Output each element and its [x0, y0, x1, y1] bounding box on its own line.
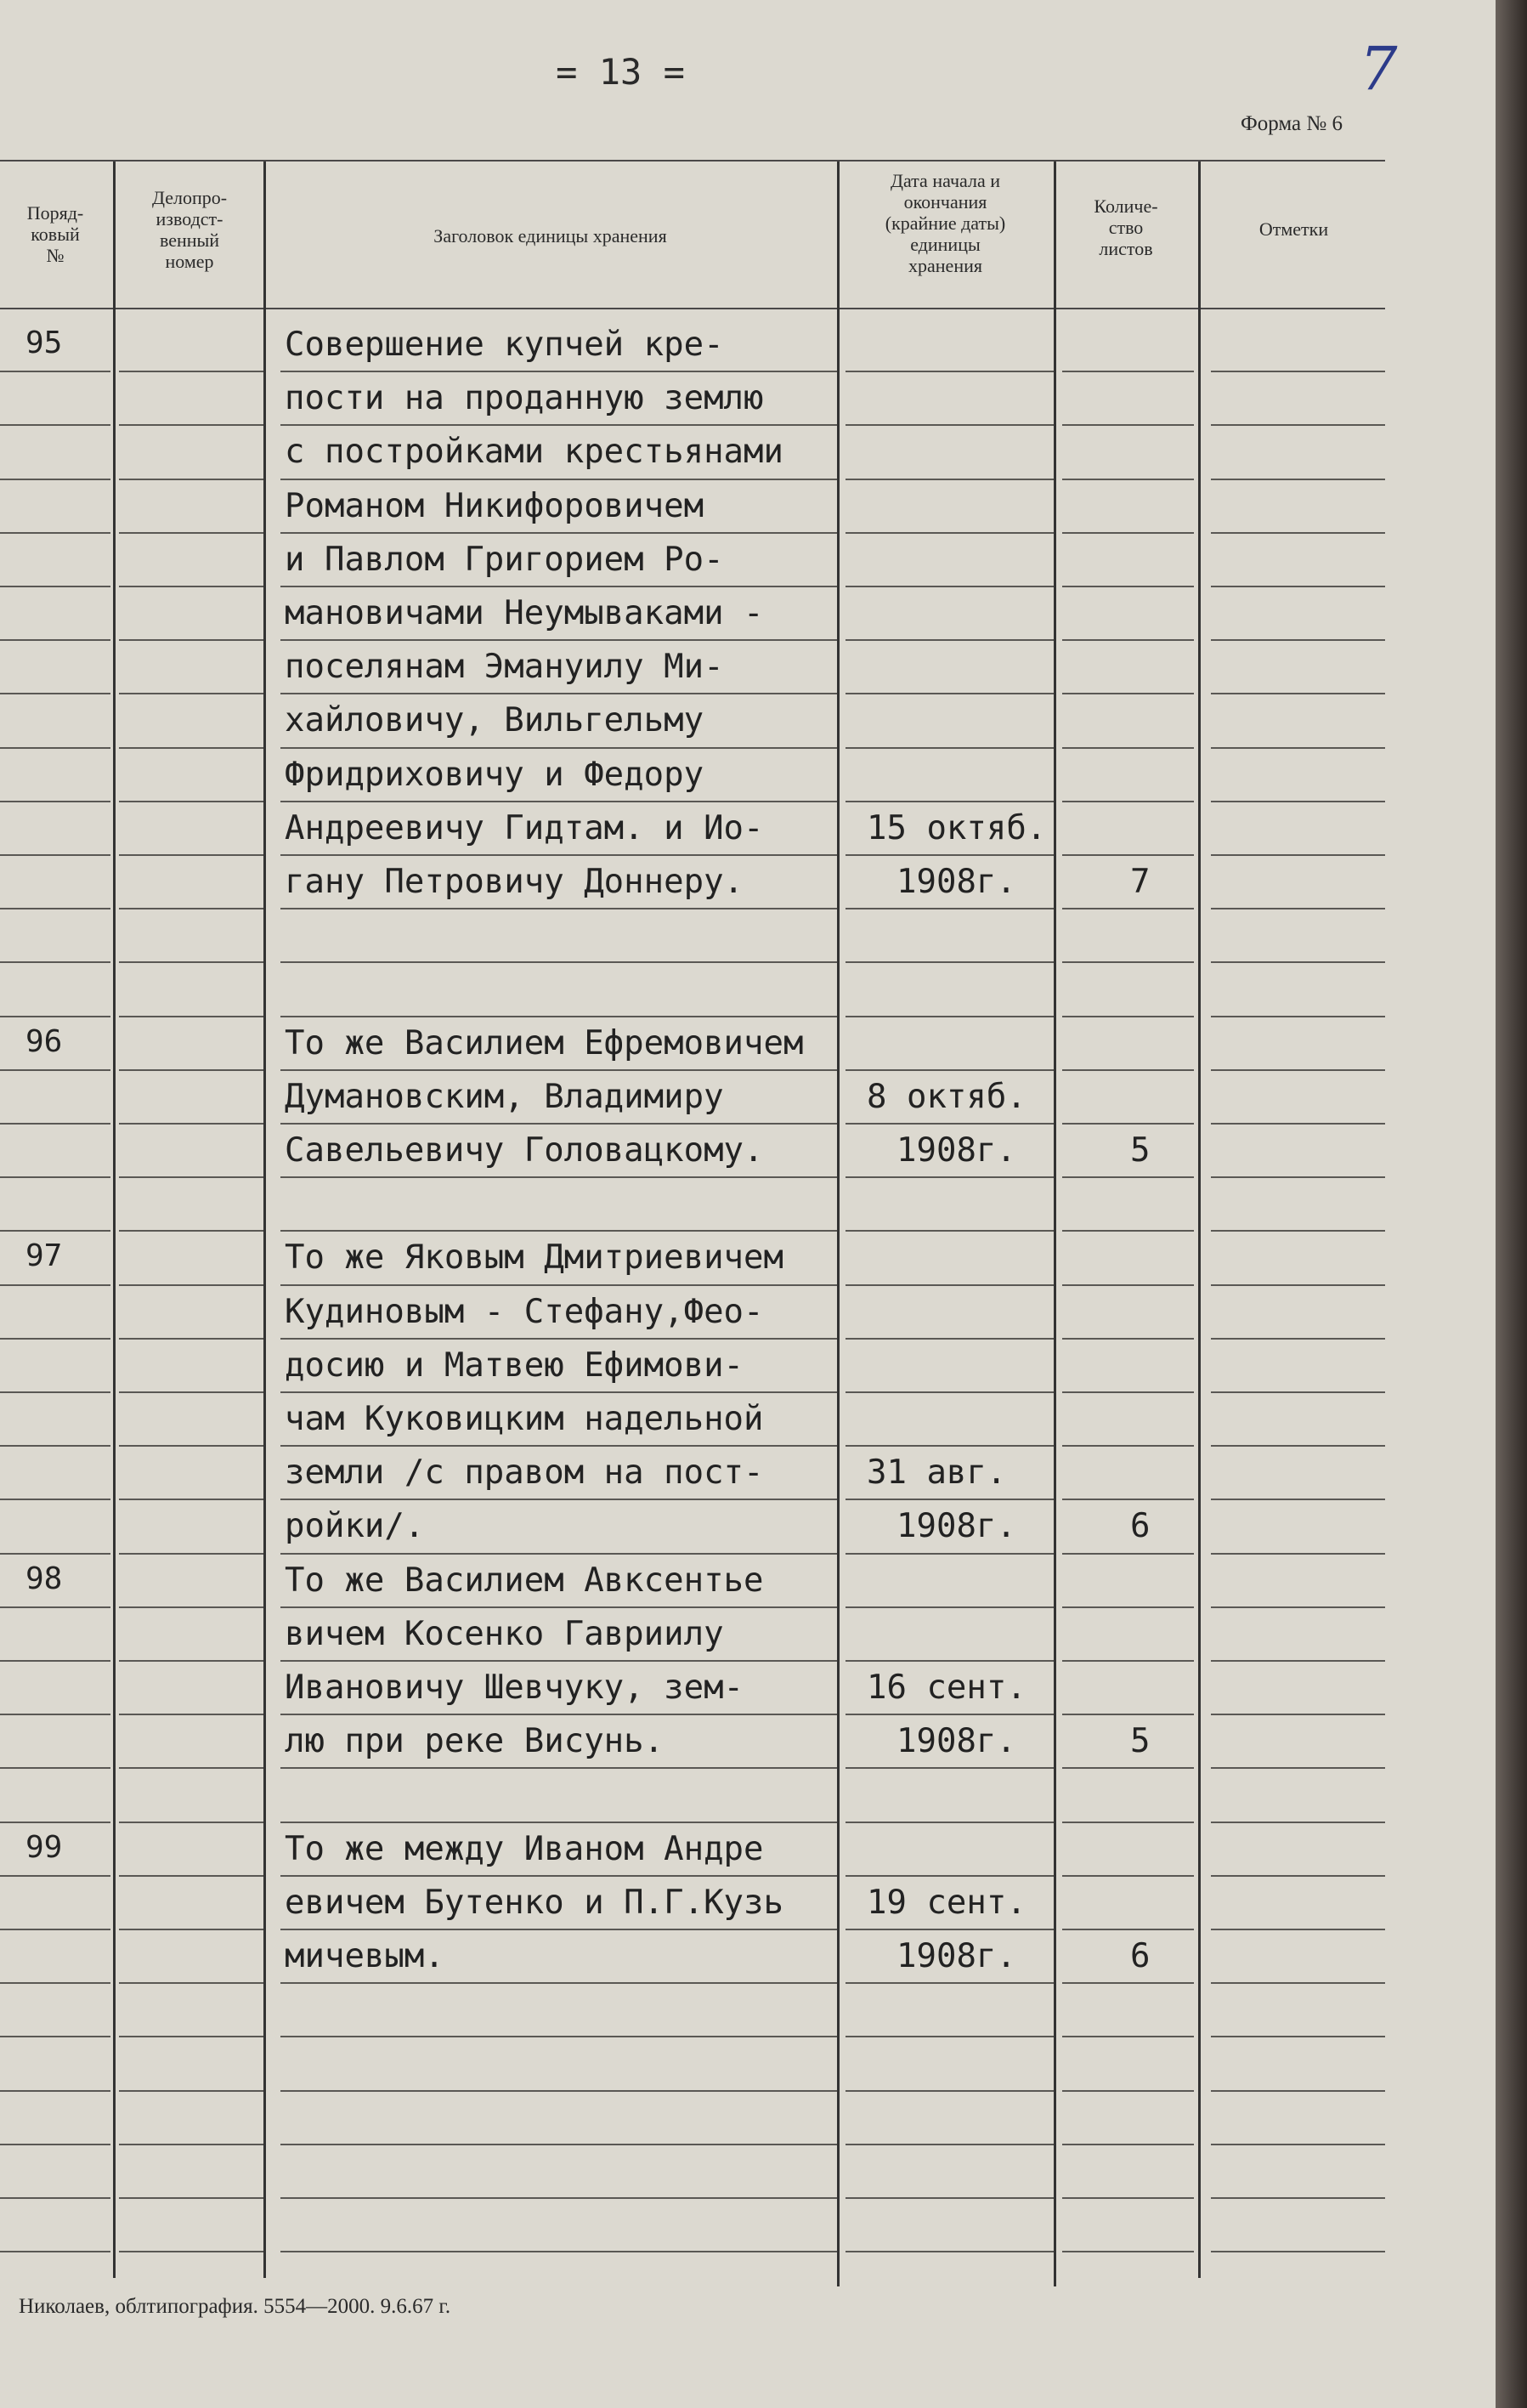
- form-label: Форма № 6: [1241, 112, 1343, 135]
- record-date-year: 1908г.: [896, 1131, 1016, 1170]
- ruled-line: [0, 2036, 110, 2037]
- record-title-line: гану Петровичу Доннеру.: [285, 863, 744, 901]
- record-title-line: мичевым.: [285, 1937, 444, 1975]
- ruled-line: [119, 586, 263, 587]
- record-title-line: Савельевичу Головацкому.: [285, 1131, 764, 1170]
- ruled-line: [0, 1391, 110, 1393]
- ruled-line: [1211, 2197, 1385, 2199]
- ruled-line: [119, 1875, 263, 1877]
- record-date-day: 31 авг.: [867, 1453, 1007, 1493]
- ruled-line: [119, 532, 263, 534]
- record-title-line: вичем Косенко Гавриилу: [285, 1614, 724, 1653]
- ruled-line: [1062, 371, 1194, 372]
- ruled-line: [1211, 1016, 1385, 1017]
- ruled-line: [1062, 1338, 1194, 1340]
- ruled-line: [846, 586, 1054, 587]
- ruled-line: [280, 1284, 837, 1286]
- ruled-line: [1211, 1660, 1385, 1662]
- ruled-line: [846, 532, 1054, 534]
- ruled-line: [119, 2090, 263, 2092]
- ruled-line: [1062, 1123, 1194, 1125]
- ruled-line: [1062, 908, 1194, 909]
- ruled-line: [1062, 801, 1194, 802]
- ruled-line: [1211, 1123, 1385, 1125]
- header-office-number: Делопро- изводст- венный номер: [151, 187, 228, 272]
- ruled-line: [0, 2144, 110, 2145]
- ruled-line: [1211, 1606, 1385, 1608]
- record-number: 98: [25, 1561, 63, 1596]
- record-title-line: То же между Иваном Андре: [285, 1829, 764, 1868]
- record-sheet-count: 6: [1130, 1937, 1151, 1975]
- ruled-line: [1062, 961, 1194, 963]
- ruled-line: [119, 1069, 263, 1071]
- ruled-line: [280, 1822, 837, 1823]
- ruled-line: [0, 532, 110, 534]
- ruled-line: [1062, 424, 1194, 426]
- ruled-line: [280, 1929, 837, 1930]
- ruled-line: [1211, 1875, 1385, 1877]
- ruled-line: [1062, 2144, 1194, 2145]
- ruled-line: [1211, 1284, 1385, 1286]
- ruled-line: [280, 1499, 837, 1500]
- ruled-line: [119, 1714, 263, 1715]
- ruled-line: [1211, 1553, 1385, 1555]
- ruled-line: [1062, 1660, 1194, 1662]
- ruled-line: [280, 693, 837, 694]
- record-title-line: То же Василием Ефремовичем: [285, 1023, 804, 1062]
- ruled-line: [119, 1016, 263, 1017]
- ruled-line: [846, 424, 1054, 426]
- record-number: 97: [25, 1238, 63, 1274]
- ruled-line: [846, 747, 1054, 749]
- record-sheet-count: 6: [1130, 1507, 1151, 1546]
- ruled-line: [1062, 1875, 1194, 1877]
- record-title-line: чам Куковицким надельной: [285, 1400, 764, 1438]
- ruled-line: [0, 1714, 110, 1715]
- header-title: Заголовок единицы хранения: [433, 225, 667, 246]
- ruled-line: [119, 2144, 263, 2145]
- ruled-line: [280, 371, 837, 372]
- ruled-line: [0, 1069, 110, 1071]
- record-title-line: досию и Матвею Ефимови-: [285, 1346, 744, 1385]
- printer-imprint: Николаев, облтипография. 5554—2000. 9.6.67 г.: [19, 2295, 451, 2318]
- ruled-line: [0, 1499, 110, 1500]
- ruled-line: [280, 1606, 837, 1608]
- ruled-line: [0, 2251, 110, 2252]
- ruled-line: [119, 908, 263, 909]
- ruled-line: [1211, 639, 1385, 641]
- ruled-line: [0, 2197, 110, 2199]
- ruled-line: [280, 1123, 837, 1125]
- ruled-line: [1062, 1499, 1194, 1500]
- record-number: 95: [25, 326, 63, 360]
- ruled-line: [846, 2036, 1054, 2037]
- ruled-line: [1062, 693, 1194, 694]
- ruled-line: [0, 1338, 110, 1340]
- record-date-day: 8 октяб.: [867, 1077, 1026, 1116]
- ruled-line: [280, 801, 837, 802]
- ruled-line: [1211, 1391, 1385, 1393]
- ruled-line: [1211, 1176, 1385, 1178]
- ruled-line: [280, 1069, 837, 1071]
- ruled-line: [846, 2197, 1054, 2199]
- ruled-line: [1211, 1499, 1385, 1500]
- ruled-line: [1211, 1822, 1385, 1823]
- ruled-line: [1211, 1338, 1385, 1340]
- record-title-line: Кудиновым - Стефану,Фео-: [285, 1292, 764, 1331]
- ruled-line: [846, 1660, 1054, 1662]
- ruled-line: [119, 1176, 263, 1178]
- header-bottom-rule: [0, 308, 1385, 309]
- ruled-line: [1211, 1069, 1385, 1071]
- ruled-line: [1211, 1767, 1385, 1769]
- record-date-year: 1908г.: [896, 1507, 1016, 1546]
- ruled-line: [846, 1284, 1054, 1286]
- ruled-line: [1062, 1822, 1194, 1823]
- ruled-line: [280, 1875, 837, 1877]
- record-date-day: 16 сент.: [867, 1669, 1026, 1707]
- record-date-year: 1908г.: [896, 863, 1016, 901]
- ruled-line: [280, 1338, 837, 1340]
- ruled-line: [1062, 1230, 1194, 1232]
- ruled-line: [1062, 1284, 1194, 1286]
- record-title-line: Совершение купчей кре-: [285, 326, 724, 364]
- ruled-line: [0, 961, 110, 963]
- ruled-line: [1211, 961, 1385, 963]
- record-date-day: 15 октяб.: [867, 808, 1047, 847]
- ruled-line: [0, 854, 110, 856]
- ruled-line: [0, 801, 110, 802]
- ruled-line: [846, 1123, 1054, 1125]
- ruled-line: [1211, 747, 1385, 749]
- ruled-line: [0, 479, 110, 480]
- column-divider: [263, 161, 266, 2278]
- record-title-line: хайловичу, Вильгельму: [285, 701, 704, 740]
- ruled-line: [846, 1499, 1054, 1500]
- ruled-line: [1211, 1230, 1385, 1232]
- ruled-line: [280, 1176, 837, 1178]
- ruled-line: [0, 424, 110, 426]
- ruled-line: [846, 371, 1054, 372]
- record-number: 99: [25, 1829, 63, 1865]
- record-title-line: Думановским, Владимиру: [285, 1077, 724, 1116]
- ruled-line: [1211, 586, 1385, 587]
- record-title-line: с постройками крестьянами: [285, 433, 783, 472]
- ruled-line: [280, 586, 837, 587]
- ruled-line: [280, 1445, 837, 1447]
- ruled-line: [846, 479, 1054, 480]
- ruled-line: [119, 2251, 263, 2252]
- ruled-line: [280, 2090, 837, 2092]
- ruled-line: [119, 2036, 263, 2037]
- ruled-line: [0, 1929, 110, 1930]
- ruled-line: [846, 1767, 1054, 1769]
- ruled-line: [1211, 1982, 1385, 1984]
- ruled-line: [1062, 532, 1194, 534]
- ruled-line: [280, 1714, 837, 1715]
- ruled-line: [846, 1714, 1054, 1715]
- ruled-line: [1211, 854, 1385, 856]
- record-title-line: Романом Никифоровичем: [285, 486, 704, 525]
- header-order-number: Поряд- ковый №: [26, 202, 84, 266]
- ruled-line: [0, 1176, 110, 1178]
- ruled-line: [0, 1822, 110, 1823]
- ruled-line: [119, 1553, 263, 1555]
- ruled-line: [280, 2251, 837, 2252]
- ruled-line: [1062, 479, 1194, 480]
- column-divider: [113, 161, 116, 2278]
- ruled-line: [119, 424, 263, 426]
- ruled-line: [280, 1982, 837, 1984]
- ruled-line: [0, 639, 110, 641]
- record-sheet-count: 5: [1130, 1722, 1151, 1761]
- ruled-line: [119, 693, 263, 694]
- ruled-line: [846, 1016, 1054, 1017]
- ruled-line: [1062, 1553, 1194, 1555]
- ruled-line: [846, 1176, 1054, 1178]
- ruled-line: [0, 1445, 110, 1447]
- ruled-line: [846, 1929, 1054, 1930]
- ruled-line: [119, 801, 263, 802]
- ruled-line: [0, 1767, 110, 1769]
- record-title-line: земли /с правом на пост-: [285, 1453, 764, 1493]
- ruled-line: [846, 639, 1054, 641]
- record-title-line: и Павлом Григорием Ро-: [285, 540, 724, 579]
- ruled-line: [846, 1875, 1054, 1877]
- ruled-line: [119, 1822, 263, 1823]
- ruled-line: [1062, 747, 1194, 749]
- ruled-line: [280, 424, 837, 426]
- archive-folio-mark: 7: [1360, 34, 1398, 104]
- ruled-line: [846, 1391, 1054, 1393]
- ruled-line: [0, 1123, 110, 1125]
- ruled-line: [1062, 2090, 1194, 2092]
- ruled-line: [1062, 1069, 1194, 1071]
- ruled-line: [846, 2144, 1054, 2145]
- ruled-line: [119, 1929, 263, 1930]
- ruled-line: [1211, 424, 1385, 426]
- ruled-line: [846, 693, 1054, 694]
- ruled-line: [280, 1016, 837, 1017]
- ruled-line: [1062, 1016, 1194, 1017]
- ruled-line: [119, 1982, 263, 1984]
- ruled-line: [846, 1445, 1054, 1447]
- ruled-line: [0, 693, 110, 694]
- ruled-line: [1211, 2251, 1385, 2252]
- ruled-line: [0, 1606, 110, 1608]
- ruled-line: [119, 1391, 263, 1393]
- ruled-line: [1211, 1929, 1385, 1930]
- ruled-line: [1062, 1391, 1194, 1393]
- ruled-line: [119, 1338, 263, 1340]
- ruled-line: [280, 747, 837, 749]
- ruled-line: [846, 908, 1054, 909]
- record-date-year: 1908г.: [896, 1937, 1016, 1975]
- ruled-line: [846, 801, 1054, 802]
- ruled-line: [1211, 801, 1385, 802]
- ruled-line: [0, 747, 110, 749]
- ruled-line: [846, 1822, 1054, 1823]
- ruled-line: [1211, 2090, 1385, 2092]
- ruled-line: [1211, 693, 1385, 694]
- ruled-line: [846, 1230, 1054, 1232]
- ruled-line: [280, 639, 837, 641]
- record-title-line: Ивановичу Шевчуку, зем-: [285, 1669, 744, 1707]
- ruled-line: [0, 2090, 110, 2092]
- ruled-line: [119, 1499, 263, 1500]
- ruled-line: [0, 371, 110, 372]
- ruled-line: [280, 1391, 837, 1393]
- ruled-line: [280, 2197, 837, 2199]
- record-title-line: Фридриховичу и Федору: [285, 755, 704, 794]
- column-divider: [1054, 161, 1056, 2286]
- ruled-line: [1062, 854, 1194, 856]
- record-sheet-count: 7: [1130, 863, 1151, 901]
- ruled-line: [1211, 2036, 1385, 2037]
- ruled-line: [1062, 1767, 1194, 1769]
- page-number: = 13 =: [556, 51, 685, 93]
- header-top-rule: [0, 160, 1385, 161]
- record-title-line: ройки/.: [285, 1507, 425, 1546]
- ruled-line: [0, 1284, 110, 1286]
- ruled-line: [846, 1553, 1054, 1555]
- ruled-line: [119, 1445, 263, 1447]
- ruled-line: [119, 854, 263, 856]
- ruled-line: [280, 1553, 837, 1555]
- ruled-line: [119, 961, 263, 963]
- ruled-line: [280, 2144, 837, 2145]
- ruled-line: [1062, 2197, 1194, 2199]
- record-title-line: То же Василием Авксентье: [285, 1561, 764, 1600]
- ruled-line: [1062, 639, 1194, 641]
- ruled-line: [846, 1338, 1054, 1340]
- page-edge: [1496, 0, 1527, 2408]
- ruled-line: [1062, 586, 1194, 587]
- ruled-line: [280, 1767, 837, 1769]
- ruled-line: [846, 1069, 1054, 1071]
- ruled-line: [119, 2197, 263, 2199]
- ruled-line: [0, 1230, 110, 1232]
- ruled-line: [846, 1606, 1054, 1608]
- ruled-line: [0, 1553, 110, 1555]
- column-divider: [837, 161, 840, 2286]
- ruled-line: [846, 961, 1054, 963]
- ruled-line: [280, 479, 837, 480]
- ruled-line: [119, 1284, 263, 1286]
- ruled-line: [1211, 1445, 1385, 1447]
- ruled-line: [119, 1660, 263, 1662]
- header-notes: Отметки: [1258, 218, 1329, 240]
- record-title-line: лю при реке Висунь.: [285, 1722, 665, 1761]
- ruled-line: [280, 961, 837, 963]
- ruled-line: [0, 1016, 110, 1017]
- ruled-line: [1211, 1714, 1385, 1715]
- record-title-line: евичем Бутенко и П.Г.Кузь: [285, 1883, 783, 1922]
- ruled-line: [1211, 371, 1385, 372]
- ruled-line: [280, 1230, 837, 1232]
- ruled-line: [119, 1230, 263, 1232]
- ruled-line: [1062, 1982, 1194, 1984]
- ruled-line: [280, 1660, 837, 1662]
- ruled-line: [0, 586, 110, 587]
- ruled-line: [846, 1982, 1054, 1984]
- record-title-line: поселянам Эмануилу Ми-: [285, 648, 724, 687]
- ruled-line: [1062, 1176, 1194, 1178]
- ruled-line: [280, 908, 837, 909]
- ruled-line: [119, 1123, 263, 1125]
- ruled-line: [0, 1982, 110, 1984]
- record-title-line: Андреевичу Гидтам. и Ио-: [285, 808, 764, 847]
- record-number: 96: [25, 1023, 63, 1059]
- ruled-line: [0, 1660, 110, 1662]
- ruled-line: [1211, 2144, 1385, 2145]
- ruled-line: [0, 908, 110, 909]
- ruled-line: [280, 2036, 837, 2037]
- ruled-line: [0, 1875, 110, 1877]
- ruled-line: [846, 854, 1054, 856]
- ruled-line: [1062, 2036, 1194, 2037]
- ruled-line: [1211, 479, 1385, 480]
- header-dates: Дата начала и окончания (крайние даты) единицы хранения: [885, 170, 1006, 276]
- ruled-line: [1062, 1714, 1194, 1715]
- ruled-line: [846, 2090, 1054, 2092]
- record-title-line: мановичами Неумываками -: [285, 594, 764, 632]
- header-sheets: Количе- ство листов: [1094, 195, 1158, 259]
- ruled-line: [1211, 908, 1385, 909]
- column-divider: [1198, 161, 1201, 2278]
- ruled-line: [119, 479, 263, 480]
- ruled-line: [119, 747, 263, 749]
- ruled-line: [119, 1767, 263, 1769]
- ruled-line: [280, 854, 837, 856]
- ruled-line: [1211, 532, 1385, 534]
- ruled-line: [1062, 1445, 1194, 1447]
- ruled-line: [119, 1606, 263, 1608]
- record-title-line: пости на проданную землю: [285, 379, 764, 418]
- ruled-line: [280, 532, 837, 534]
- ruled-line: [119, 371, 263, 372]
- record-title-line: То же Яковым Дмитриевичем: [285, 1238, 783, 1278]
- ruled-line: [1062, 1929, 1194, 1930]
- record-date-day: 19 сент.: [867, 1883, 1026, 1922]
- ruled-line: [1062, 2251, 1194, 2252]
- ruled-line: [846, 2251, 1054, 2252]
- record-date-year: 1908г.: [896, 1722, 1016, 1761]
- record-sheet-count: 5: [1130, 1131, 1151, 1170]
- ruled-line: [1062, 1606, 1194, 1608]
- ruled-line: [119, 639, 263, 641]
